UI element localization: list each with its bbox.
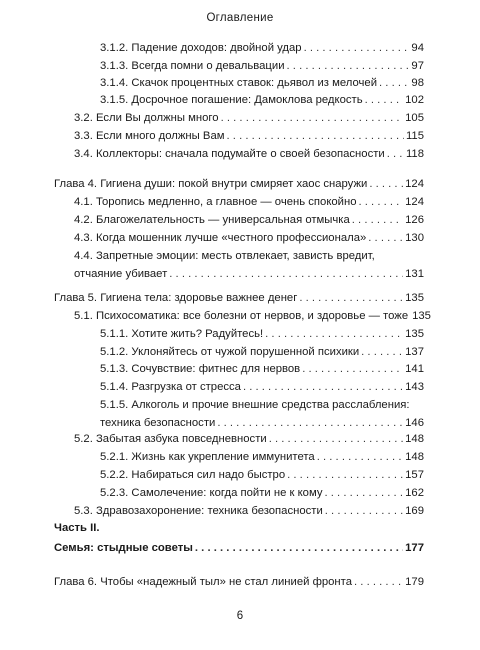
leader-dots xyxy=(325,502,403,520)
toc-entry-label: 3.2. Если Вы должны много xyxy=(74,112,219,124)
page-number: 6 xyxy=(236,610,244,622)
toc-entry[interactable] xyxy=(74,127,424,145)
leader-dots xyxy=(369,175,403,193)
leader-dots xyxy=(354,573,403,591)
toc-entry[interactable] xyxy=(100,396,424,432)
toc-entry-label: 5.2. Забытая азбука повседневности xyxy=(74,433,267,445)
toc-entry-page: 135 xyxy=(405,328,424,340)
toc-entry-label-continued: техника безопасности xyxy=(100,417,216,429)
toc-entry-label: 5.2.3. Самолечение: когда пойти не к кому xyxy=(100,487,323,499)
toc-entry-page: 157 xyxy=(405,469,424,481)
toc-entry-label: 5.2.1. Жизнь как укрепление иммунитета xyxy=(100,451,315,463)
toc-entry-page: 148 xyxy=(405,433,424,445)
toc-entry-label: 5.1.2. Уклоняйтесь от чужой порушенной психики xyxy=(100,346,360,358)
toc-entry-page: 146 xyxy=(405,417,424,429)
leader-dots xyxy=(361,343,403,361)
leader-dots xyxy=(269,430,403,448)
toc-entry-label: 4.4. Запретные эмоции: месть отвлекает, зависть вредит, xyxy=(74,250,375,262)
toc-entry[interactable] xyxy=(100,448,424,466)
toc-entry-label: 4.2. Благожелательность — универсальная отмычка xyxy=(74,214,350,226)
toc-entry-page: 94 xyxy=(411,42,424,54)
toc-entry[interactable] xyxy=(74,145,424,163)
toc-entry[interactable] xyxy=(100,74,424,92)
toc-entry[interactable] xyxy=(54,175,424,193)
toc-entry[interactable] xyxy=(74,193,424,211)
leader-dots xyxy=(243,378,403,396)
toc-entry-page: 98 xyxy=(411,77,424,89)
part-title: Часть II. xyxy=(54,522,100,534)
toc-entry[interactable] xyxy=(100,343,424,361)
toc-entry-page: 177 xyxy=(405,542,424,554)
toc-entry-page: 143 xyxy=(405,381,424,393)
toc-entry-page: 97 xyxy=(411,60,424,72)
toc-entry-label: 5.3. Здравозахоронение: техника безопасности xyxy=(74,505,323,517)
toc-entry-page: 162 xyxy=(405,487,424,499)
toc-entry-page: 135 xyxy=(412,310,431,322)
toc-entry-page: 115 xyxy=(405,130,424,142)
toc-entry-chapter-6[interactable] xyxy=(54,573,424,591)
toc-entry[interactable] xyxy=(74,229,424,247)
leader-dots xyxy=(365,91,404,109)
toc-entry[interactable] xyxy=(74,307,431,325)
toc-entry-page: 126 xyxy=(405,214,424,226)
leader-dots xyxy=(169,265,403,283)
leader-dots xyxy=(304,39,410,57)
leader-dots xyxy=(359,193,404,211)
toc-entry-page: 169 xyxy=(405,505,424,517)
toc-entry-page: 105 xyxy=(405,112,424,124)
toc-entry-page: 124 xyxy=(405,178,424,190)
toc-entry-label: 5.2.2. Набираться сил надо быстро xyxy=(100,469,286,481)
toc-entry[interactable] xyxy=(100,378,424,396)
leader-dots xyxy=(368,229,403,247)
leader-dots xyxy=(227,127,404,145)
toc-entry-label: 4.3. Когда мошенник лучше «честного профессионала» xyxy=(74,232,367,244)
toc-entry-page: 130 xyxy=(405,232,424,244)
toc-entry-label: 3.1.2. Падение доходов: двойной удар xyxy=(100,42,302,54)
toc-entry-label: 5.1.5. Алкоголь и прочие внешние средства расслабления: xyxy=(100,399,410,411)
toc-entry-page: 131 xyxy=(405,268,424,280)
toc-entry[interactable] xyxy=(74,211,424,229)
toc-entry-label: 5.1.4. Разгрузка от стресса xyxy=(100,381,241,393)
toc-entry-label: 4.1. Торопись медленно, а главное — очень спокойно xyxy=(74,196,357,208)
leader-dots xyxy=(302,360,403,378)
toc-entry-page: 141 xyxy=(405,363,424,375)
toc-entry[interactable] xyxy=(100,360,424,378)
toc-entry-page: 148 xyxy=(405,451,424,463)
toc-entry-part-2[interactable] xyxy=(54,539,424,557)
toc-entry-label: 3.3. Если много должны Вам xyxy=(74,130,225,142)
toc-entry-label: 3.1.5. Досрочное погашение: Дамоклова редкость xyxy=(100,94,363,106)
leader-dots xyxy=(265,325,403,343)
leader-dots xyxy=(195,539,403,557)
toc-entry[interactable] xyxy=(74,109,424,127)
toc-entry[interactable] xyxy=(100,484,424,502)
toc-entry-label: Глава 6. Чтобы «надежный тыл» не стал линией фронта xyxy=(54,576,353,588)
leader-dots xyxy=(221,109,404,127)
toc-entry[interactable] xyxy=(100,91,424,109)
leader-dots xyxy=(387,145,404,163)
toc-entry-page: 179 xyxy=(405,576,424,588)
toc-entry-page: 102 xyxy=(405,94,424,106)
toc-entry-label: 5.1.3. Сочувствие: фитнес для нервов xyxy=(100,363,301,375)
toc-entry-label: Семья: стыдные советы xyxy=(54,542,193,554)
toc-entry[interactable] xyxy=(54,289,424,307)
toc-entry-page: 135 xyxy=(405,292,424,304)
toc-entry-label: 3.4. Коллекторы: сначала подумайте о своей безопасности xyxy=(74,148,385,160)
toc-entry-label: 3.1.3. Всегда помни о девальвации xyxy=(100,60,285,72)
toc-entry[interactable] xyxy=(100,325,424,343)
leader-dots xyxy=(287,57,410,75)
toc-entry-label: Глава 4. Гигиена души: покой внутри смиряет хаос снаружи xyxy=(54,178,368,190)
leader-dots xyxy=(325,484,404,502)
toc-entry-page: 137 xyxy=(405,346,424,358)
toc-entry-label: Глава 5. Гигиена тела: здоровье важнее денег xyxy=(54,292,298,304)
leader-dots xyxy=(299,289,403,307)
leader-dots xyxy=(379,74,409,92)
toc-entry[interactable] xyxy=(74,502,424,520)
leader-dots xyxy=(287,466,403,484)
leader-dots xyxy=(317,448,403,466)
toc-entry[interactable] xyxy=(74,247,424,283)
toc-entry-label-continued: отчаяние убивает xyxy=(74,268,168,280)
toc-entry[interactable] xyxy=(100,466,424,484)
toc-entry[interactable] xyxy=(100,39,424,57)
page-header: Оглавление xyxy=(206,12,274,24)
toc-entry-label: 5.1. Психосоматика: все болезни от нервов, и здоровье — тоже xyxy=(74,310,409,322)
toc-entry[interactable] xyxy=(100,57,424,75)
toc-entry-label: 3.1.4. Скачок процентных ставок: дьявол из мелочей xyxy=(100,77,378,89)
toc-entry[interactable] xyxy=(74,430,424,448)
toc-entry-page: 124 xyxy=(405,196,424,208)
leader-dots xyxy=(352,211,403,229)
toc-entry-page: 118 xyxy=(405,148,424,160)
toc-entry-label: 5.1.1. Хотите жить? Радуйтесь! xyxy=(100,328,264,340)
